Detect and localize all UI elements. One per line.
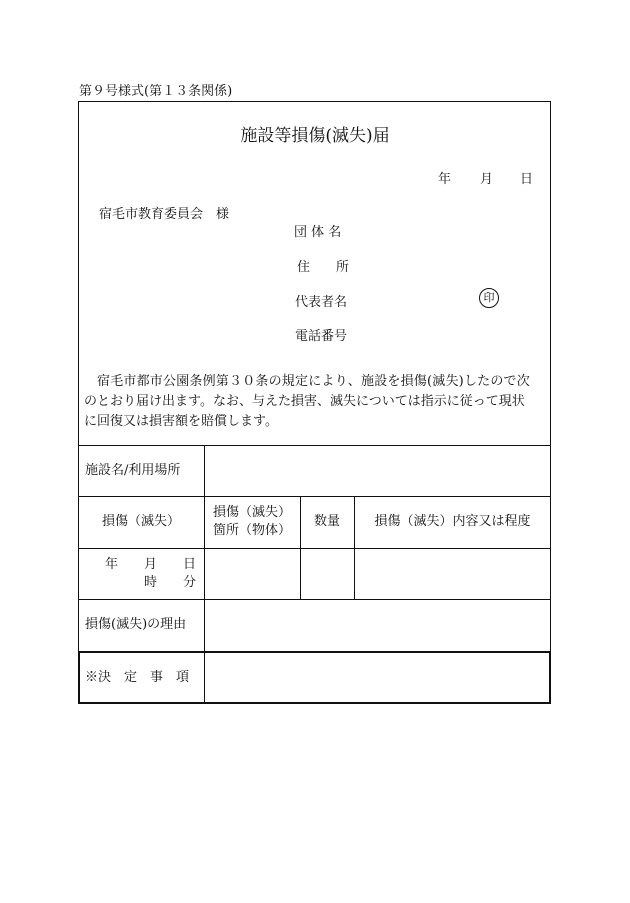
phone-label: 電話番号 xyxy=(295,329,348,344)
representative-label: 代表者名 xyxy=(295,295,348,310)
quantity-header: 数量 xyxy=(313,514,340,529)
declaration-text xyxy=(79,372,551,432)
datetime-cell xyxy=(78,548,204,599)
facility-field[interactable] xyxy=(204,445,551,496)
quantity-field[interactable] xyxy=(300,548,354,599)
location-field[interactable] xyxy=(204,548,300,599)
reason-label: 損傷(滅失)の理由 xyxy=(85,617,187,632)
detail-header: 損傷（滅失）内容又は程度 xyxy=(374,514,531,529)
form-number: 第９号様式(第１３条関係) xyxy=(79,84,233,99)
date-month-label: 月 xyxy=(480,172,494,187)
declaration-line-2: のとおり届け出ます。なお、与えた損害、滅失については指示に従って現状 xyxy=(84,394,525,409)
damage-header: 損傷（滅失） xyxy=(101,514,180,529)
declaration-line-1: 宿毛市都市公園条例第３０条の規定により、施設を損傷(滅失)したので次 xyxy=(97,374,530,389)
date-day-label: 日 xyxy=(520,172,534,187)
decision-label: ※決 定 事 項 xyxy=(85,669,190,685)
location-header xyxy=(204,496,300,548)
group-name-label: 団 体 名 xyxy=(294,225,342,240)
date-year-label: 年 xyxy=(438,172,452,187)
declaration-line-3: に回復又は損害額を賠償します。 xyxy=(84,414,278,429)
facility-label: 施設名/利用場所 xyxy=(85,462,181,478)
location-header-line-2: 箇所（物体） xyxy=(212,523,291,538)
form-title: 施設等損傷(滅失)届 xyxy=(240,126,390,146)
seal-mark: 印 xyxy=(479,288,499,308)
addressee: 宿毛市教育委員会 様 xyxy=(99,207,230,222)
decision-field[interactable] xyxy=(205,653,549,702)
location-header-line-1: 損傷（滅失） xyxy=(212,505,291,520)
reason-field[interactable] xyxy=(204,599,551,651)
datetime-time: 時 分 xyxy=(143,574,196,590)
datetime-date: 年 月 日 xyxy=(104,556,196,572)
address-label: 住 所 xyxy=(297,260,350,275)
detail-field[interactable] xyxy=(354,548,551,599)
